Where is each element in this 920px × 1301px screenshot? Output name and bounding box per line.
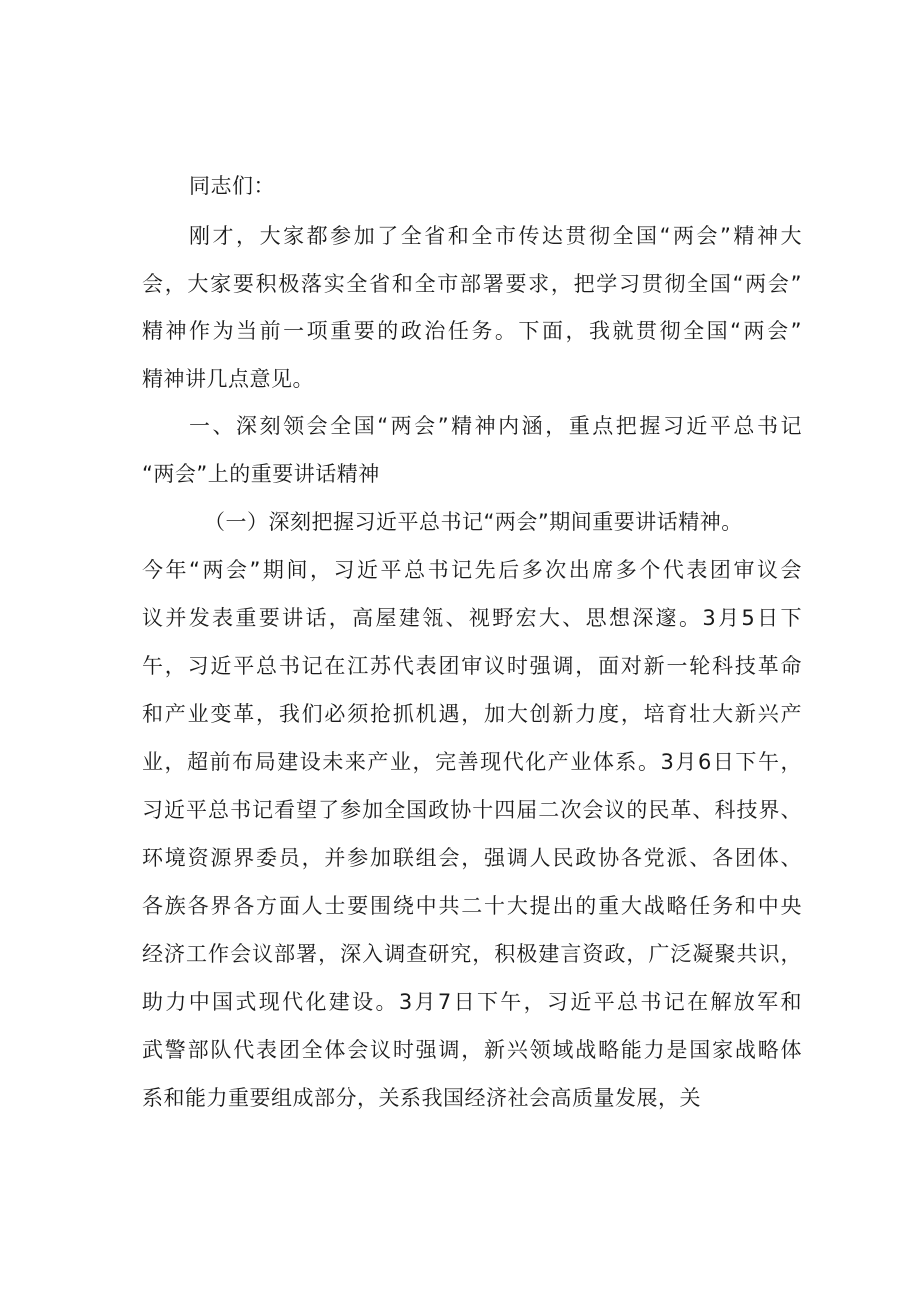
salutation: 同志们： <box>189 174 275 198</box>
intro-line-3: 精神作为当前一项重要的政治任务。下面，我就贯彻全国“两会” <box>142 319 802 343</box>
body-line-10: 助力中国式现代化建设。3月7日下午，习近平总书记在解放军和 <box>142 990 802 1014</box>
body-line-6: 习近平总书记看望了参加全国政协十四届二次会议的民革、科技界、 <box>142 798 802 822</box>
body-line-4: 和产业变革，我们必须抢抓机遇，加大创新力度，培育壮大新兴产 <box>142 702 802 726</box>
body-line-12: 系和能力重要组成部分，关系我国经济社会高质量发展，关 <box>142 1086 701 1110</box>
body-line-7: 环境资源界委员，并参加联组会，强调人民政协各党派、各团体、 <box>142 846 802 870</box>
body-line-2: 议并发表重要讲话，高屋建瓴、视野宏大、思想深邃。3月5日下 <box>142 606 802 630</box>
body-line-1: 今年“两会”期间，习近平总书记先后多次出席多个代表团审议会 <box>142 558 802 582</box>
body-line-11: 武警部队代表团全体会议时强调，新兴领域战略能力是国家战略体 <box>142 1038 802 1062</box>
intro-line-1: 刚才，大家都参加了全省和全市传达贯彻全国“两会”精神大 <box>189 224 802 248</box>
heading-1-line-1: 一、深刻领会全国“两会”精神内涵，重点把握习近平总书记 <box>189 414 802 438</box>
body-line-8: 各族各界各方面人士要围绕中共二十大提出的重大战略任务和中央 <box>142 894 802 918</box>
body-line-9: 经济工作会议部署，深入调查研究，积极建言资政，广泛凝聚共识， <box>142 942 802 966</box>
intro-line-2: 会，大家要积极落实全省和全市部署要求，把学习贯彻全国“两会” <box>142 272 802 296</box>
heading-1-line-2: “两会”上的重要讲话精神 <box>142 462 380 486</box>
body-line-3: 午，习近平总书记在江苏代表团审议时强调，面对新一轮科技革命 <box>142 654 802 678</box>
intro-line-4: 精神讲几点意见。 <box>142 367 314 391</box>
subheading: （一）深刻把握习近平总书记“两会”期间重要讲话精神。 <box>204 510 743 534</box>
body-line-5: 业，超前布局建设未来产业，完善现代化产业体系。3月6日下午， <box>142 750 802 774</box>
